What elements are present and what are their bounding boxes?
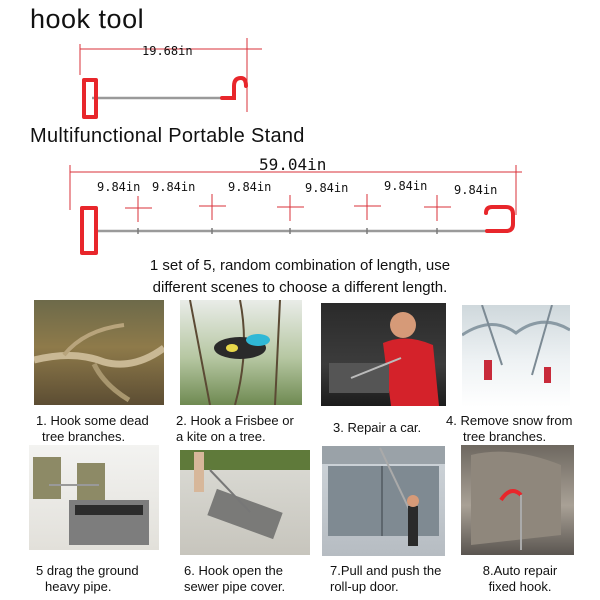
use-caption-3	[333, 420, 421, 436]
dead-branch-photo	[34, 300, 164, 405]
use-caption-5	[36, 563, 139, 595]
caption-line: tree branches.	[463, 429, 547, 444]
caption-line: heavy pipe.	[45, 579, 112, 594]
stand-illustration	[82, 207, 513, 253]
caption-line: a kite on a tree.	[176, 429, 266, 444]
pipe-drag-photo	[29, 445, 159, 550]
set-description	[80, 255, 520, 299]
use-caption-8	[470, 563, 570, 595]
stand-title: Multifunctional Portable Stand	[30, 125, 305, 147]
segment-length-label: 9.84in	[454, 183, 498, 197]
segment-length-label: 9.84in	[152, 180, 196, 194]
caption-line: roll-up door.	[330, 579, 399, 594]
tool-diagram	[0, 0, 600, 260]
use-caption-4	[446, 413, 572, 445]
caption-line: 3. Repair a car.	[333, 420, 422, 435]
car-repair-photo	[321, 303, 446, 406]
snow-photo	[462, 305, 570, 407]
description-line-1: 1 set of 5, random combination of length, use	[149, 257, 451, 274]
rollup-door-photo	[322, 446, 445, 556]
sewer-cover-photo	[180, 450, 310, 555]
caption-line: 6. Hook open the	[184, 563, 284, 578]
segment-length-label: 9.84in	[97, 180, 141, 194]
stand-total-length-label: 59.04in	[259, 155, 327, 174]
caption-line: 2. Hook a Frisbee or	[176, 413, 294, 428]
segment-length-label: 9.84in	[384, 179, 428, 193]
caption-line: 8.Auto repair	[482, 563, 558, 578]
frisbee-photo	[180, 300, 302, 405]
caption-line: tree branches.	[42, 429, 126, 444]
caption-line: sewer pipe cover.	[184, 579, 286, 594]
description-line-2: different scenes to choose a different length.	[152, 279, 448, 296]
segment-length-label: 9.84in	[305, 181, 349, 195]
caption-line: 5 drag the ground	[36, 563, 139, 578]
hook-length-label: 19.68in	[142, 44, 193, 58]
use-caption-7	[330, 563, 441, 595]
caption-line: 1. Hook some dead	[36, 413, 149, 428]
auto-repair-photo	[461, 445, 574, 555]
segment-length-label: 9.84in	[228, 180, 272, 194]
use-caption-6	[184, 563, 285, 595]
hook-tool-title: hook tool	[30, 4, 145, 34]
caption-line: 4. Remove snow from	[446, 413, 573, 428]
use-caption-2	[176, 413, 294, 445]
hook-tool-illustration	[84, 78, 246, 117]
caption-line: 7.Pull and push the	[330, 563, 442, 578]
use-caption-1	[36, 413, 149, 445]
caption-line: fixed hook.	[488, 579, 552, 594]
